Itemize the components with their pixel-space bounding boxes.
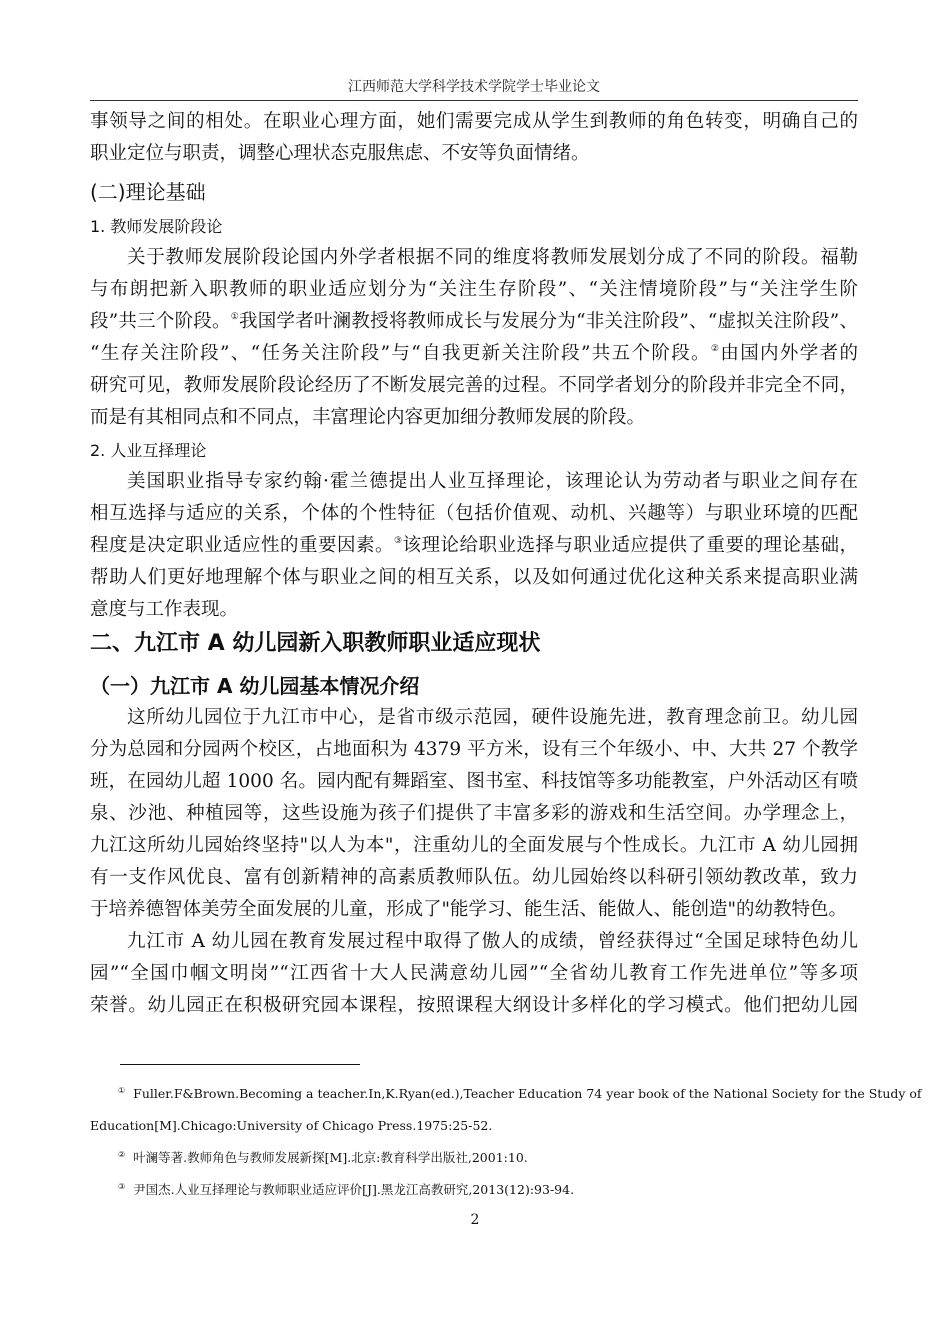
text-segment: “生存关注阶段”、“任务关注阶段”与“自我更新关注阶段”共五个阶段。: [90, 343, 711, 364]
text-segment: 我国学者叶澜教授将教师成长与发展分为“非关注阶段”、“虚拟关注阶段”、: [239, 311, 858, 332]
running-header: 江西师范大学科学技术学院学士毕业论文: [348, 79, 600, 95]
footnote-line: [90, 1174, 858, 1206]
footnote-text: 尹国杰.人业互择理论与教师职业适应评价[J].黑龙江高教研究,2013(12):93-94.: [133, 1182, 575, 1197]
footnote-line: [90, 1110, 858, 1142]
paragraph: [90, 702, 858, 926]
paragraph: [90, 106, 858, 170]
footnote-mark: ③: [118, 1182, 126, 1191]
text-line: 班，在园幼儿超 1000 名。园内配有舞蹈室、图书室、科技馆等多功能教室，户外活动区有喷: [90, 771, 858, 792]
chapter-heading: 二、九江市 A 幼儿园新入职教师职业适应现状: [90, 631, 541, 656]
text-line: 九江这所幼儿园始终坚持"以人为本"，注重幼儿的全面发展与个性成长。九江市 A 幼儿园拥: [90, 835, 858, 856]
text-line: 有一支作风优良、富有创新精神的高素质教师队伍。幼儿园始终以科研引领幼教改革，致力: [90, 867, 858, 888]
text-line: 这所幼儿园位于九江市中心，是省市级示范园，硬件设施先进，教育理念前卫。幼儿园: [127, 707, 858, 728]
text-line: 关于教师发展阶段论国内外学者根据不同的维度将教师发展划分成了不同的阶段。福勒: [127, 247, 858, 268]
footnote-text: Fuller.F&Brown.Becoming a teacher.In,K.Ryan(ed.),Teacher Education 74 year book of the National Society for the Study of: [133, 1086, 922, 1101]
footnote-ref: ③: [393, 536, 403, 546]
text-line: 与布朗把新入职教师的职业适应划分为“关注生存阶段”、“关注情境阶段”与“关注学生阶: [90, 279, 858, 300]
footnote-text: 叶澜等著.教师角色与教师发展新探[M].北京:教育科学出版社,2001:10.: [133, 1150, 528, 1165]
text-line: 相互选择与适应的关系，个体的个性特征（包括价值观、动机、兴趣等）与职业环境的匹配: [90, 503, 858, 524]
subsection-heading: 2. 人业互择理论: [90, 441, 207, 460]
text-line: 意度与工作表现。: [90, 599, 239, 620]
text-segment: 段”共三个阶段。: [90, 311, 231, 332]
text-segment: 由国内外学者的: [720, 343, 858, 364]
header-rule: [90, 100, 858, 101]
footnotes: [90, 1078, 922, 1206]
footnote-separator: [120, 1064, 360, 1065]
footnote-mark: ①: [118, 1086, 126, 1095]
text-line: 泉、沙池、种植园等，这些设施为孩子们提供了丰富多彩的游戏和生活空间。办学理念上，: [90, 803, 858, 824]
text-segment: 该理论给职业选择与职业适应提供了重要的理论基础，: [402, 535, 858, 556]
text-segment: 程度是决定职业适应性的重要因素。: [90, 535, 394, 556]
footnote-ref: ①: [230, 312, 240, 322]
text-line: [90, 530, 858, 562]
paragraph: [90, 466, 858, 626]
paragraph: [90, 242, 858, 434]
paragraph: [90, 926, 858, 1022]
text-line: 九江市 A 幼儿园在教育发展过程中取得了傲人的成绩，曾经获得过“全国足球特色幼儿: [127, 931, 858, 952]
text-line: [90, 306, 858, 338]
text-line: 事领导之间的相处。在职业心理方面，她们需要完成从学生到教师的角色转变，明确自己的: [90, 111, 858, 132]
footnote-ref: ②: [710, 344, 721, 354]
text-line: 而是有其相同点和不同点，丰富理论内容更加细分教师发展的阶段。: [90, 407, 646, 428]
subsection-heading: 1. 教师发展阶段论: [90, 217, 223, 236]
footnote-text: Education[M].Chicago:University of Chicago Press.1975:25-52.: [90, 1118, 493, 1133]
footnote-mark: ②: [118, 1150, 126, 1159]
text-line: 于培养德智体美劳全面发展的儿童，形成了"能学习、能生活、能做人、能创造"的幼教特色。: [90, 899, 848, 920]
text-line: 荣誉。幼儿园正在积极研究园本课程，按照课程大纲设计多样化的学习模式。他们把幼儿园: [90, 995, 858, 1016]
document-body: [90, 106, 858, 1022]
text-line: 帮助人们更好地理解个体与职业之间的相互关系，以及如何通过优化这种关系来提高职业满: [90, 567, 858, 588]
footnote-line: [90, 1078, 922, 1110]
text-line: 美国职业指导专家约翰·霍兰德提出人业互择理论，该理论认为劳动者与职业之间存在: [127, 471, 858, 492]
text-line: 分为总园和分园两个校区，占地面积为 4379 平方米，设有三个年级小、中、大共 27 个教学: [90, 739, 858, 760]
text-line: 园”“全国巾帼文明岗”“江西省十大人民满意幼儿园”“全省幼儿教育工作先进单位”等多项: [90, 963, 858, 984]
section-heading: （一）九江市 A 幼儿园基本情况介绍: [90, 674, 420, 698]
section-heading: (二)理论基础: [90, 180, 206, 204]
text-line: 研究可见，教师发展阶段论经历了不断发展完善的过程。不同学者划分的阶段并非完全不同，: [90, 375, 858, 396]
page-number: 2: [470, 1212, 480, 1228]
footnote-line: [90, 1142, 858, 1174]
text-line: [90, 338, 858, 370]
text-line: 职业定位与职责，调整心理状态克服焦虑、不安等负面情绪。: [90, 143, 590, 164]
